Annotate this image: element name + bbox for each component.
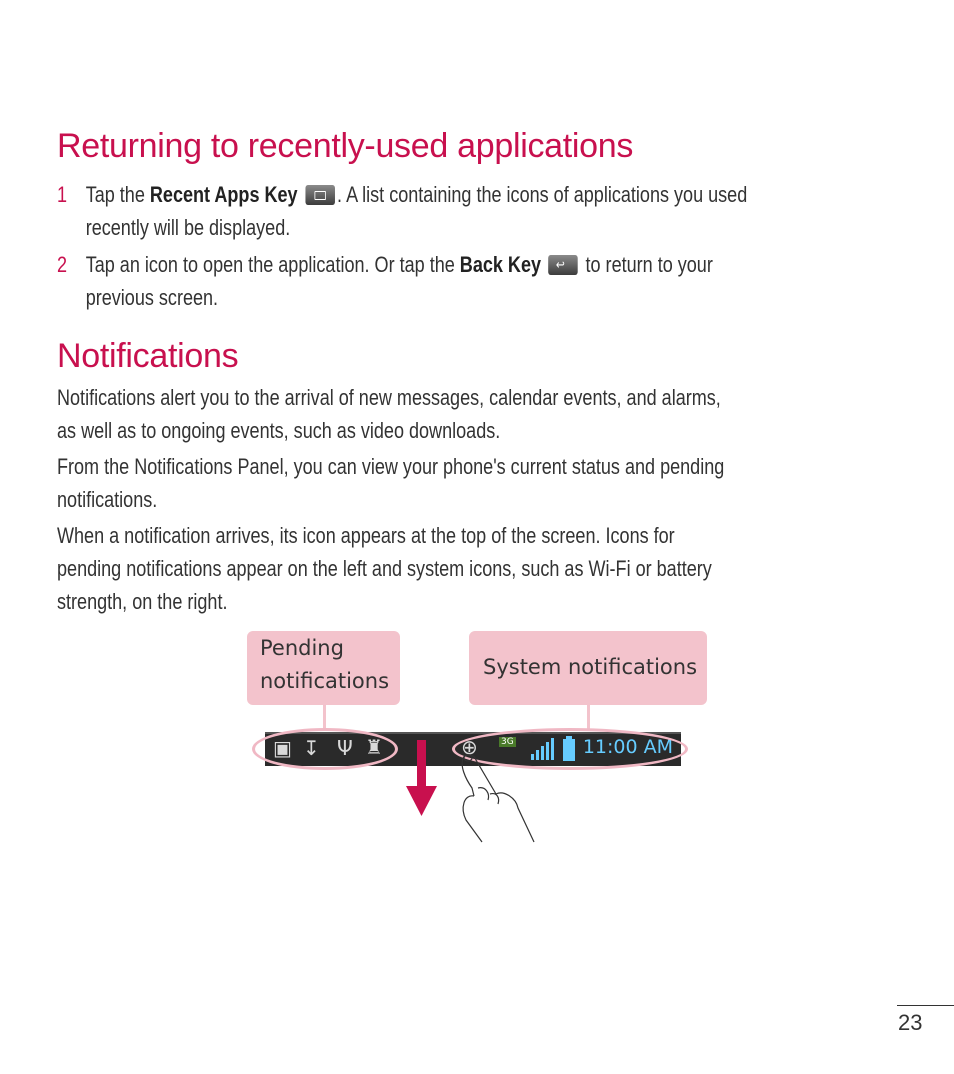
gps-icon: ⊕ xyxy=(461,735,478,759)
step-2: 2 Tap an icon to open the application. Or tap the Back Key ↩ to return to your previous screen. xyxy=(57,248,902,314)
callout-system-notifications: System notifications xyxy=(469,631,707,705)
callout-pending-notifications: Pending notifications xyxy=(247,631,400,705)
page-number-rule xyxy=(897,1005,954,1006)
android-debug-icon: ♜ xyxy=(365,735,383,759)
back-key-icon: ↩ xyxy=(549,255,579,275)
usb-icon: Ψ xyxy=(337,736,353,760)
step-1: 1 Tap the Recent Apps Key . A list containing the icons of applications you used recently will be displayed. xyxy=(57,178,902,244)
step-number: 2 xyxy=(57,252,68,277)
step-number: 1 xyxy=(57,182,68,207)
swipe-arrow-shaft xyxy=(417,740,426,790)
callout-pointer-system xyxy=(587,705,590,729)
recent-apps-key-label: Recent Apps Key xyxy=(149,182,298,207)
swipe-arrow-head xyxy=(406,786,437,816)
swipe-down-gesture xyxy=(400,738,550,848)
notifications-paragraph-2: From the Notifications Panel, you can view your phone's current status and pending notifications. xyxy=(57,454,725,512)
section-title-notifications: Notifications xyxy=(57,337,239,375)
status-bar-time: 11:00 AM xyxy=(582,736,673,758)
notifications-paragraph-3: When a notification arrives, its icon appears at the top of the screen. Icons for pending notifications appear on the left and system icons, such as Wi-Fi or battery strength, on the right. xyxy=(57,523,712,614)
notifications-paragraph-1: Notifications alert you to the arrival of new messages, calendar events, and alarms, as well as to ongoing events, such as video downloads. xyxy=(57,385,721,443)
3g-icon: 3G xyxy=(501,737,514,747)
back-key-label: Back Key xyxy=(459,252,542,277)
recent-apps-key-icon xyxy=(305,185,335,205)
page-number: 23 xyxy=(898,1010,923,1035)
section-title-recent-apps: Returning to recently-used applications xyxy=(57,127,634,165)
screenshot-icon: ▣ xyxy=(273,736,292,760)
pending-icons-highlight xyxy=(252,728,398,770)
download-icon: ↧ xyxy=(303,736,320,760)
finger-hand-icon xyxy=(462,755,534,842)
callout-pointer-pending xyxy=(323,705,326,729)
